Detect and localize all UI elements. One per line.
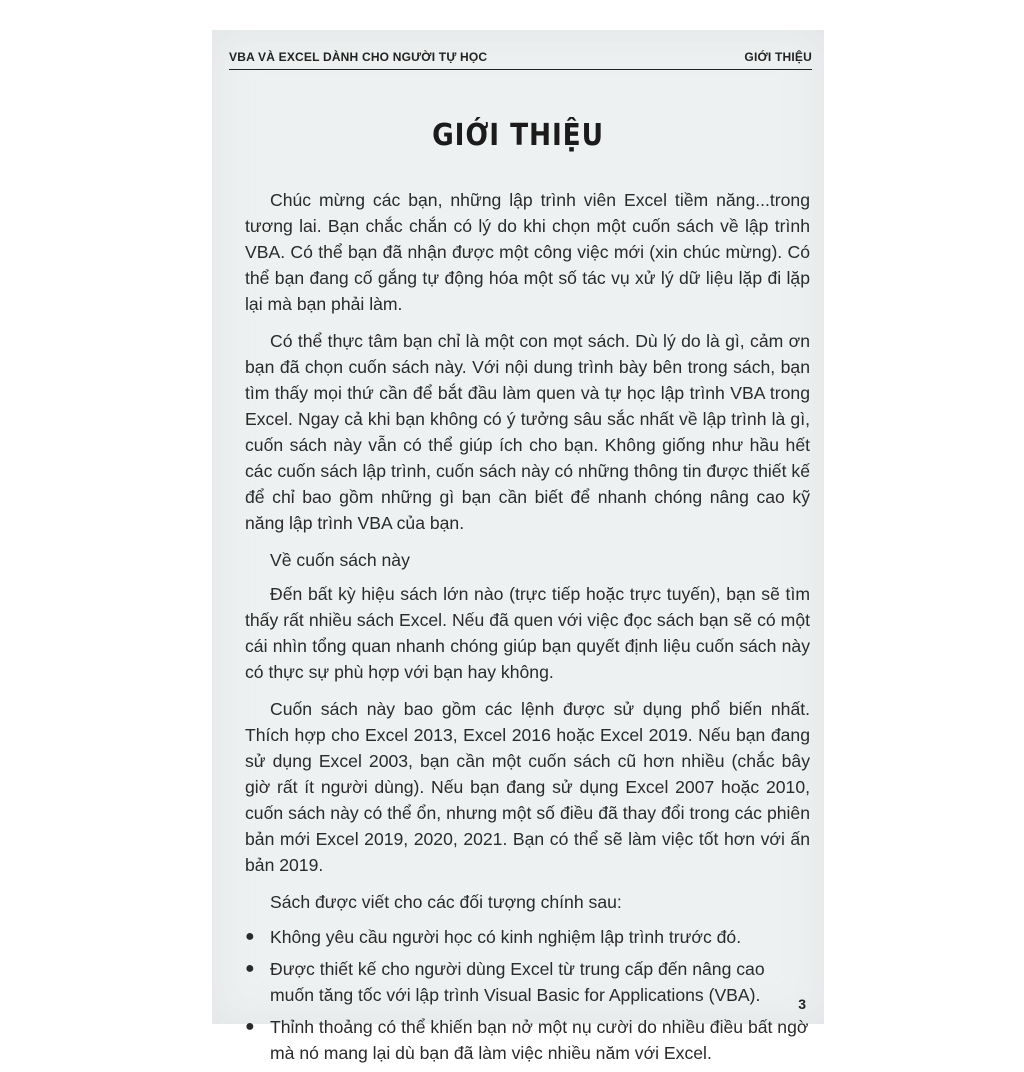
paragraph: Sách được viết cho các đối tượng chính sau: bbox=[270, 892, 622, 912]
bullet-list bbox=[245, 924, 810, 1066]
bullet-icon: ● bbox=[245, 960, 255, 977]
paragraph: Có thể thực tâm bạn chỉ là một con mọt sách. Dù lý do là gì, cảm ơn bạn đã chọn cuốn sách này. Với nội dung trình bày bên trong sách, bạn tìm thấy mọi thứ cần để bắt đầu làm quen và tự học lập trình VBA trong Excel. Ngay cả khi bạn không có ý tưởng sâu sắc nhất về lập trình là gì, cuốn sách này vẫn có thể giúp ích cho bạn. Không giống như hầu hết các cuốn sách lập trình, cuốn sách này có những thông tin được thiết kế để chỉ bao gồm những gì bạn cần biết để nhanh chóng nâng cao kỹ năng lập trình VBA của bạn. bbox=[245, 331, 810, 533]
list-item bbox=[245, 956, 810, 1008]
book-page bbox=[212, 30, 824, 1063]
page-number: 3 bbox=[798, 996, 806, 1012]
header-chapter-title: GIỚI THIỆU bbox=[744, 50, 812, 64]
list-item-text: Không yêu cầu người học có kinh nghiệm lập trình trước đó. bbox=[270, 927, 742, 947]
list-item-text: Được thiết kế cho người dùng Excel từ trung cấp đến nâng cao muốn tăng tốc với lập trình Visual Basic for Applications (VBA). bbox=[270, 959, 765, 1005]
list-item bbox=[245, 1014, 810, 1066]
chapter-title: GIỚI THIỆU bbox=[432, 118, 604, 153]
bullet-icon: ● bbox=[245, 928, 255, 945]
bullet-icon: ● bbox=[245, 1018, 255, 1035]
section-subheading: Về cuốn sách này bbox=[270, 550, 410, 570]
running-header bbox=[229, 47, 812, 70]
body-text bbox=[245, 187, 810, 1072]
list-item-text: Thỉnh thoảng có thể khiến bạn nở một nụ cười do nhiều điều bất ngờ mà nó mang lại dù bạn đã làm việc nhiều năm với Excel. bbox=[270, 1017, 809, 1063]
paragraph: Cuốn sách này bao gồm các lệnh được sử dụng phổ biến nhất. Thích hợp cho Excel 2013, Excel 2016 hoặc Excel 2019. Nếu bạn đang sử dụng Excel 2003, bạn cần một cuốn sách cũ hơn nhiều (chắc bây giờ rất ít người dùng). Nếu bạn đang sử dụng Excel 2007 hoặc 2010, cuốn sách này có thể ổn, nhưng một số điều đã thay đổi trong các phiên bản mới Excel 2019, 2020, 2021. Bạn có thể sẽ làm việc tốt hơn với ấn bản 2019. bbox=[245, 699, 810, 875]
paragraph: Đến bất kỳ hiệu sách lớn nào (trực tiếp hoặc trực tuyến), bạn sẽ tìm thấy rất nhiều sách Excel. Nếu đã quen với việc đọc sách bạn sẽ có một cái nhìn tổng quan nhanh chóng giúp bạn quyết định liệu cuốn sách này có thực sự phù hợp với bạn hay không. bbox=[245, 584, 810, 682]
list-item bbox=[245, 924, 810, 950]
paragraph: Chúc mừng các bạn, những lập trình viên Excel tiềm năng...trong tương lai. Bạn chắc chắn có lý do khi chọn một cuốn sách về lập trình VBA. Có thể bạn đã nhận được một công việc mới (xin chúc mừng). Có thể bạn đang cố gắng tự động hóa một số tác vụ xử lý dữ liệu lặp đi lặp lại mà bạn phải làm. bbox=[245, 190, 810, 314]
header-book-title: VBA VÀ EXCEL DÀNH CHO NGƯỜI TỰ HỌC bbox=[229, 50, 488, 64]
